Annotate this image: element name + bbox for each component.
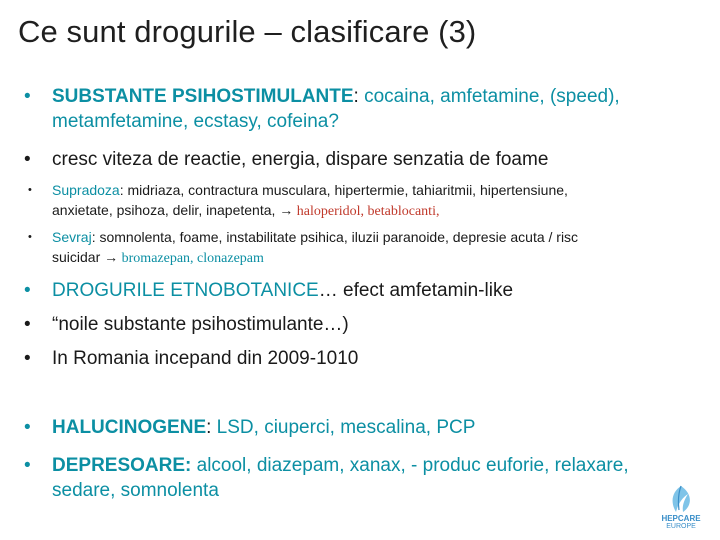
withdrawal-label: Sevraj [52,229,92,245]
slide-title: Ce sunt drogurile – clasificare (3) [18,14,477,49]
depressants-line1 [52,453,629,478]
overdose-symptoms-cont: anxietate, psihoza, delir, inapetenta, [52,202,280,218]
overdose-line2 [52,201,439,221]
bullet: • [24,149,31,170]
bullet: • [28,184,32,196]
logo-text-hepcare: HEPCARE [661,514,701,523]
hallucinogens-label: HALUCINOGENE [52,417,207,438]
new-substances-text: “noile substante psihostimulante…) [52,314,349,335]
stimulants-examples: cocaina, amfetamine, (speed), [358,86,620,107]
arrow-icon: → [279,202,294,218]
bullet: • [24,86,31,107]
bullet: • [24,280,31,301]
arrow-icon: → [104,249,119,265]
romania-text: In Romania incepand din 2009-1010 [52,348,359,369]
bullet: • [24,417,31,438]
stimulants-heading: SUBSTANTE PSIHOSTIMULANTE [52,86,354,107]
depressants-line2: sedare, somnolenta [52,480,219,501]
hepcare-europe-logo [648,482,714,532]
logo-text-europe: EUROPE [666,523,696,530]
stimulants-line1 [52,84,620,109]
withdrawal-symptoms-cont: suicidar [52,249,105,265]
hallucinogens-examples: LSD, ciuperci, mescalina, PCP [211,417,476,438]
bullet: • [28,231,32,243]
withdrawal-treatment: bromazepan, clonazepam [118,251,264,266]
ethnobotanic-rest: … efect amfetamin-like [318,280,514,301]
overdose-label: Supradoza [52,182,120,198]
bullet: • [24,348,31,369]
stimulants-line2: metamfetamine, ecstasy, cofeina? [52,111,339,132]
bullet: • [24,455,31,476]
colon: : [206,417,212,438]
withdrawal-line1 [52,228,578,247]
effects-text: cresc viteza de reactie, energia, dispare senzatia de foame [52,149,549,170]
ethnobotanic-label: DROGURILE ETNOBOTANICE [52,280,319,301]
depressants-label: DEPRESOARE: [52,455,192,476]
bullet: • [24,314,31,335]
hallucinogens-text [52,415,475,440]
overdose-line1 [52,181,568,200]
withdrawal-symptoms: : somnolenta, foame, instabilitate psihica, iluzii paranoide, depresie acuta / risc [91,229,579,245]
logo-leaf-icon [648,482,714,516]
withdrawal-line2 [52,248,264,268]
ethnobotanic-text [52,278,513,303]
overdose-symptoms: : midriaza, contractura musculara, hipertermie, tahiaritmii, hipertensiune, [119,182,568,198]
overdose-treatment: haloperidol, betablocanti, [293,204,440,219]
depressants-examples: alcool, diazepam, xanax, - produc euforie, relaxare, [191,455,629,476]
colon: : [353,86,359,107]
